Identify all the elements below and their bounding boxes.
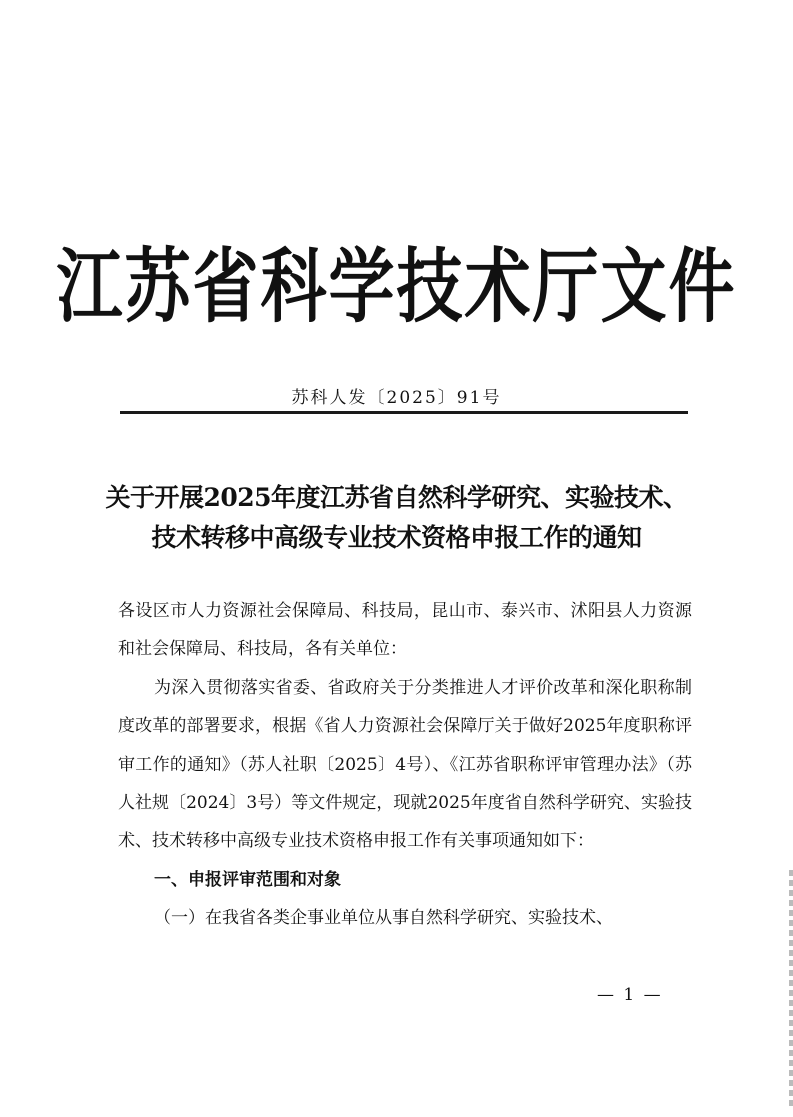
notice-title [0,478,793,558]
salutation: 各设区市人力资源社会保障局、科技局，昆山市、泰兴市、沭阳县人力资源和社会保障局、科技局，各有关单位： [118,601,692,660]
notice-body [118,592,692,938]
notice-title-line-1: 关于开展2025年度江苏省自然科学研究、实验技术、 [105,483,688,512]
issuing-authority-title: 江苏省科学技术厅文件 [56,240,737,335]
section-heading: 一、申报评审范围和对象 [154,869,341,890]
section-item: （一）在我省各类企事业单位从事自然科学研究、实验技术、 [154,908,613,929]
notice-title-line-2: 技术转移中高级专业技术资格申报工作的通知 [151,523,642,552]
scan-edge-mark [789,870,793,1110]
header-divider [120,411,688,414]
document-number: 苏科人发〔2025〕91号 [291,388,502,408]
body-paragraph: 为深入贯彻落实省委、省政府关于分类推进人才评价改革和深化职称制度改革的部署要求，根据《省人力资源社会保障厅关于做好2025年度职称评审工作的通知》（苏人社职〔2025〕4号）、《江苏省职称评审管理办法》（苏人社规〔2024〕3号）等文件规定，现就2025年度省自然科学研究、实验技术、技术转移中高级专业技术资格申报工作有关事项通知如下： [118,677,692,852]
page-number: — 1 — [597,985,663,1005]
